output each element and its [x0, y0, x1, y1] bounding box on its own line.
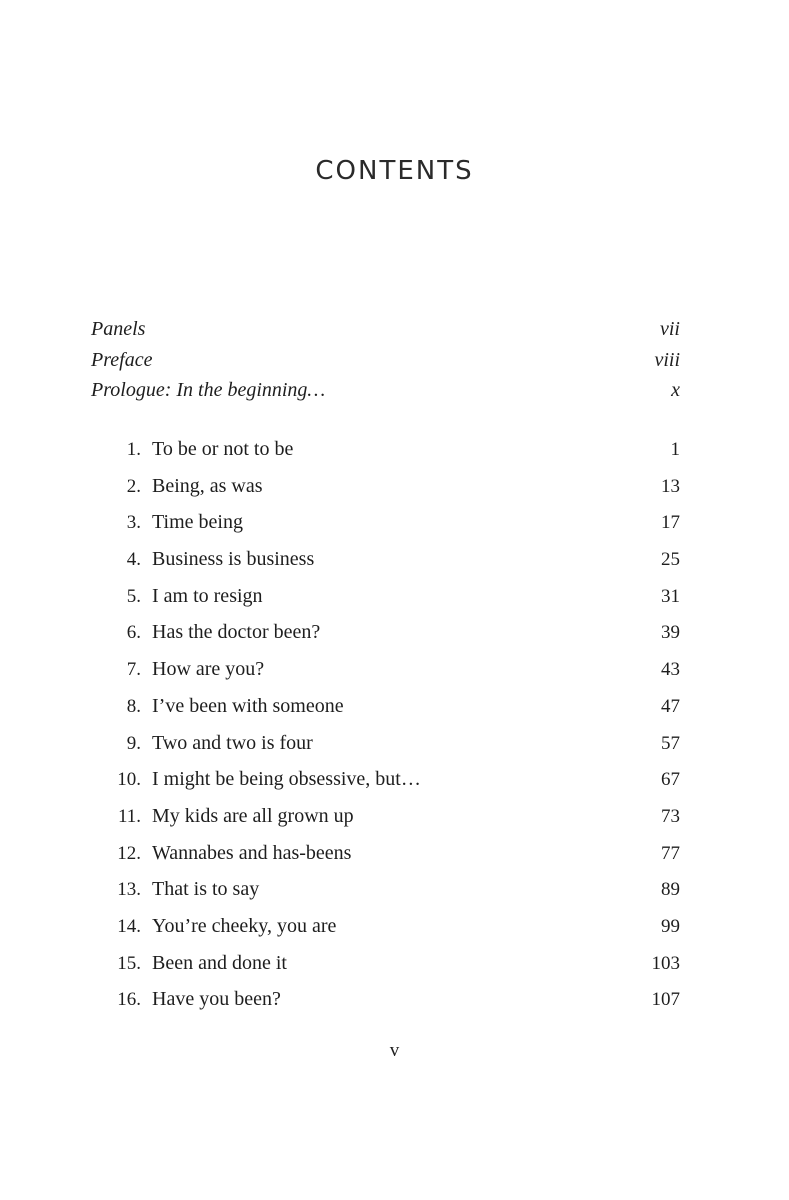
chapter-number: 6. — [126, 622, 141, 644]
chapter-number: 12. — [117, 842, 141, 864]
entry-title: Prologue: In the beginning… — [91, 379, 326, 401]
chapter-number: 1. — [126, 439, 141, 460]
chapter-entry — [91, 764, 680, 801]
chapter-entry — [91, 434, 680, 471]
page-number: v — [389, 1040, 400, 1061]
chapter-entry — [91, 838, 680, 875]
chapter-page: 17 — [661, 512, 680, 534]
chapter-number: 3. — [126, 512, 141, 534]
front-matter-entry — [91, 375, 680, 406]
chapter-number: 11. — [117, 805, 141, 827]
chapter-entry — [91, 507, 680, 544]
front-matter-entry — [91, 345, 680, 376]
chapter-number: 8. — [126, 695, 141, 717]
chapter-page: 47 — [661, 695, 680, 717]
chapter-page: 73 — [661, 805, 680, 827]
chapter-title: I might be being obsessive, but… — [152, 768, 421, 791]
chapter-entry — [91, 581, 680, 618]
chapter-title: My kids are all grown up — [152, 804, 354, 827]
chapter-title: Has the doctor been? — [152, 621, 321, 644]
chapter-title: Two and two is four — [152, 731, 313, 754]
chapter-entry — [91, 911, 680, 948]
chapter-title: Been and done it — [152, 951, 287, 974]
chapter-entry — [91, 728, 680, 765]
chapter-title: Have you been? — [152, 988, 281, 1011]
page-title: CONTENTS — [315, 156, 474, 186]
chapter-title: You’re cheeky, you are — [152, 914, 337, 937]
chapter-entry — [91, 544, 680, 581]
chapter-page: 107 — [651, 989, 680, 1011]
front-matter-list — [91, 314, 680, 406]
chapter-title: How are you? — [152, 658, 265, 681]
chapter-number: 7. — [126, 659, 141, 681]
chapter-title: To be or not to be — [152, 438, 294, 460]
chapter-number: 14. — [117, 915, 141, 937]
chapter-title: Business is business — [152, 548, 315, 571]
chapter-title: I am to resign — [152, 584, 263, 607]
chapter-entry — [91, 654, 680, 691]
entry-page: vii — [660, 318, 680, 340]
chapter-title: That is to say — [152, 878, 260, 901]
chapter-entry — [91, 617, 680, 654]
chapter-number: 2. — [126, 475, 141, 497]
chapter-title: Time being — [152, 511, 243, 534]
chapter-list — [91, 434, 680, 1021]
chapter-entry — [91, 984, 680, 1021]
chapter-page: 31 — [661, 585, 680, 607]
chapter-entry — [91, 874, 680, 911]
chapter-number: 15. — [117, 952, 141, 974]
chapter-title: I’ve been with someone — [152, 694, 344, 717]
chapter-page: 25 — [661, 549, 680, 571]
chapter-entry — [91, 948, 680, 985]
chapter-page: 1 — [670, 439, 680, 460]
chapter-title: Being, as was — [152, 474, 263, 497]
chapter-page: 67 — [661, 769, 680, 791]
chapter-entry — [91, 471, 680, 508]
chapter-page: 43 — [661, 659, 680, 681]
chapter-entry — [91, 691, 680, 728]
chapter-page: 77 — [661, 842, 680, 864]
chapter-title: Wannabes and has-beens — [152, 841, 352, 864]
chapter-number: 4. — [126, 549, 141, 571]
front-matter-entry — [91, 314, 680, 345]
chapter-number: 5. — [126, 585, 141, 607]
chapter-page: 103 — [651, 952, 680, 974]
chapter-entry — [91, 801, 680, 838]
chapter-number: 16. — [117, 989, 141, 1011]
chapter-page: 39 — [661, 622, 680, 644]
entry-title: Panels — [91, 318, 146, 340]
entry-page: viii — [654, 348, 680, 371]
chapter-page: 57 — [661, 732, 680, 754]
chapter-page: 89 — [661, 879, 680, 901]
chapter-page: 99 — [661, 915, 680, 937]
entry-title: Preface — [91, 348, 153, 371]
chapter-number: 10. — [117, 769, 141, 791]
chapter-number: 9. — [126, 732, 141, 754]
entry-page: x — [671, 379, 680, 401]
chapter-number: 13. — [117, 879, 141, 901]
chapter-page: 13 — [661, 475, 680, 497]
